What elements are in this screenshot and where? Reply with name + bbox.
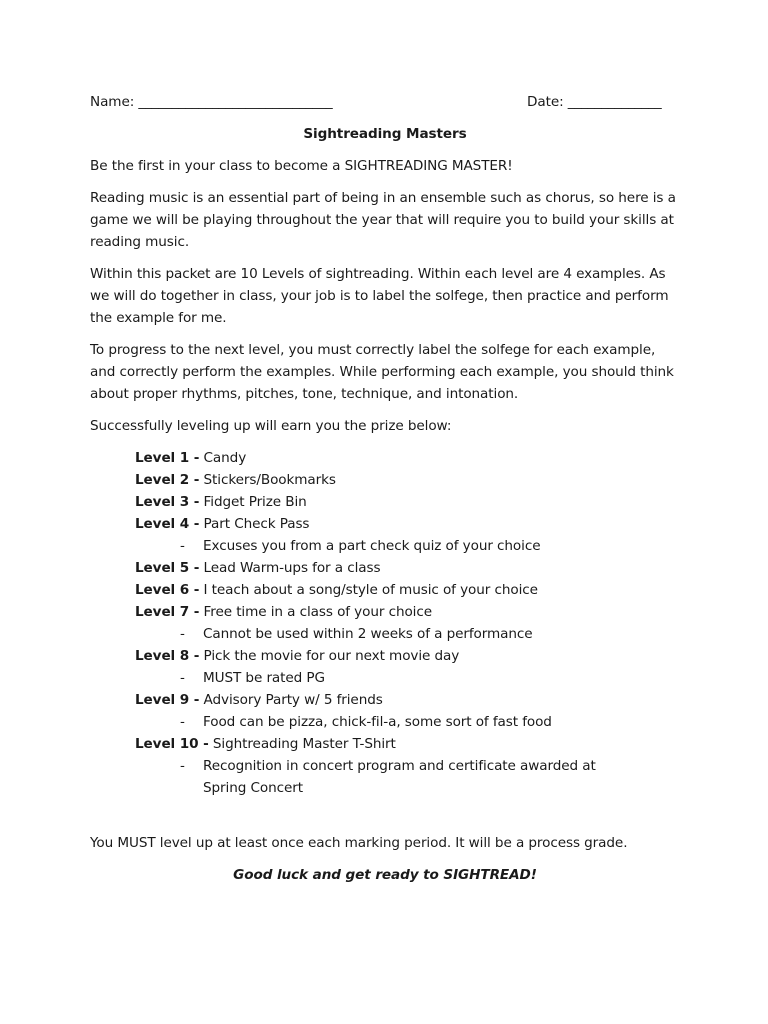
marking-period-note: You MUST level up at least once each marking period. It will be a process grade. xyxy=(90,835,628,851)
level-note-9 xyxy=(135,711,680,733)
level-note-10 xyxy=(135,755,680,799)
packet-paragraph: Within this packet are 10 Levels of sightreading. Within each level are 4 examples. As we will do together in class, your job is to label the solfege, then practice and perform the example for me. xyxy=(90,266,669,326)
level-item-3 xyxy=(135,491,680,513)
level-label: Level 7 - xyxy=(135,604,200,620)
level-label: Level 8 - xyxy=(135,648,200,664)
level-item-7 xyxy=(135,601,680,623)
level-note-text: MUST be rated PG xyxy=(203,670,325,686)
page-title: Sightreading Masters xyxy=(303,126,467,142)
level-item-10 xyxy=(135,733,680,755)
level-note-text: Recognition in concert program and certificate awarded at Spring Concert xyxy=(203,758,596,796)
level-label: Level 3 - xyxy=(135,494,200,510)
level-note-8 xyxy=(135,667,680,689)
level-label: Level 10 - xyxy=(135,736,209,752)
level-prize: Sightreading Master T-Shirt xyxy=(212,736,396,752)
progress-paragraph: To progress to the next level, you must correctly label the solfege for each example, and correctly perform the examples. While performing each example, you should think about proper rhythms, pitches, tone, technique, and intonation. xyxy=(90,342,674,402)
level-prize: Lead Warm-ups for a class xyxy=(203,560,381,576)
level-prize: Fidget Prize Bin xyxy=(203,494,307,510)
level-note-7 xyxy=(135,623,680,645)
level-note-text: Food can be pizza, chick-fil-a, some sort of fast food xyxy=(203,714,552,730)
level-label: Level 6 - xyxy=(135,582,200,598)
level-note-text: Cannot be used within 2 weeks of a performance xyxy=(203,626,533,642)
level-prize: Candy xyxy=(203,450,247,466)
level-prize: Stickers/Bookmarks xyxy=(203,472,336,488)
document-content xyxy=(90,91,680,886)
header-row xyxy=(90,91,680,113)
level-label: Level 1 - xyxy=(135,450,200,466)
level-label: Level 9 - xyxy=(135,692,200,708)
level-prize: Part Check Pass xyxy=(203,516,310,532)
level-note-text: Excuses you from a part check quiz of your choice xyxy=(203,538,541,554)
level-label: Level 2 - xyxy=(135,472,200,488)
spacer xyxy=(90,799,680,832)
prize-intro-paragraph: Successfully leveling up will earn you the prize below: xyxy=(90,418,452,434)
level-item-6 xyxy=(135,579,680,601)
closing-line: Good luck and get ready to SIGHTREAD! xyxy=(233,867,537,883)
level-item-1 xyxy=(135,447,680,469)
dash-bullet: - xyxy=(180,626,185,642)
dash-bullet: - xyxy=(180,714,185,730)
level-note-4 xyxy=(135,535,680,557)
intro-paragraph: Be the first in your class to become a SIGHTREADING MASTER! xyxy=(90,158,513,174)
level-item-5 xyxy=(135,557,680,579)
reading-music-paragraph: Reading music is an essential part of being in an ensemble such as chorus, so here is a game we will be playing throughout the year that will require you to build your skills at reading music. xyxy=(90,190,676,250)
level-item-4 xyxy=(135,513,680,535)
level-prize: I teach about a song/style of music of your choice xyxy=(203,582,538,598)
level-prize: Free time in a class of your choice xyxy=(203,604,432,620)
level-item-2 xyxy=(135,469,680,491)
dash-bullet: - xyxy=(180,670,185,686)
name-field: Name: _____________________________ xyxy=(90,94,333,110)
date-field: Date: ______________ xyxy=(527,94,662,110)
dash-bullet: - xyxy=(180,538,185,554)
dash-bullet: - xyxy=(180,758,185,774)
level-list xyxy=(135,447,680,799)
level-item-8 xyxy=(135,645,680,667)
level-label: Level 5 - xyxy=(135,560,200,576)
level-prize: Advisory Party w/ 5 friends xyxy=(203,692,383,708)
level-prize: Pick the movie for our next movie day xyxy=(203,648,460,664)
level-item-9 xyxy=(135,689,680,711)
level-label: Level 4 - xyxy=(135,516,200,532)
